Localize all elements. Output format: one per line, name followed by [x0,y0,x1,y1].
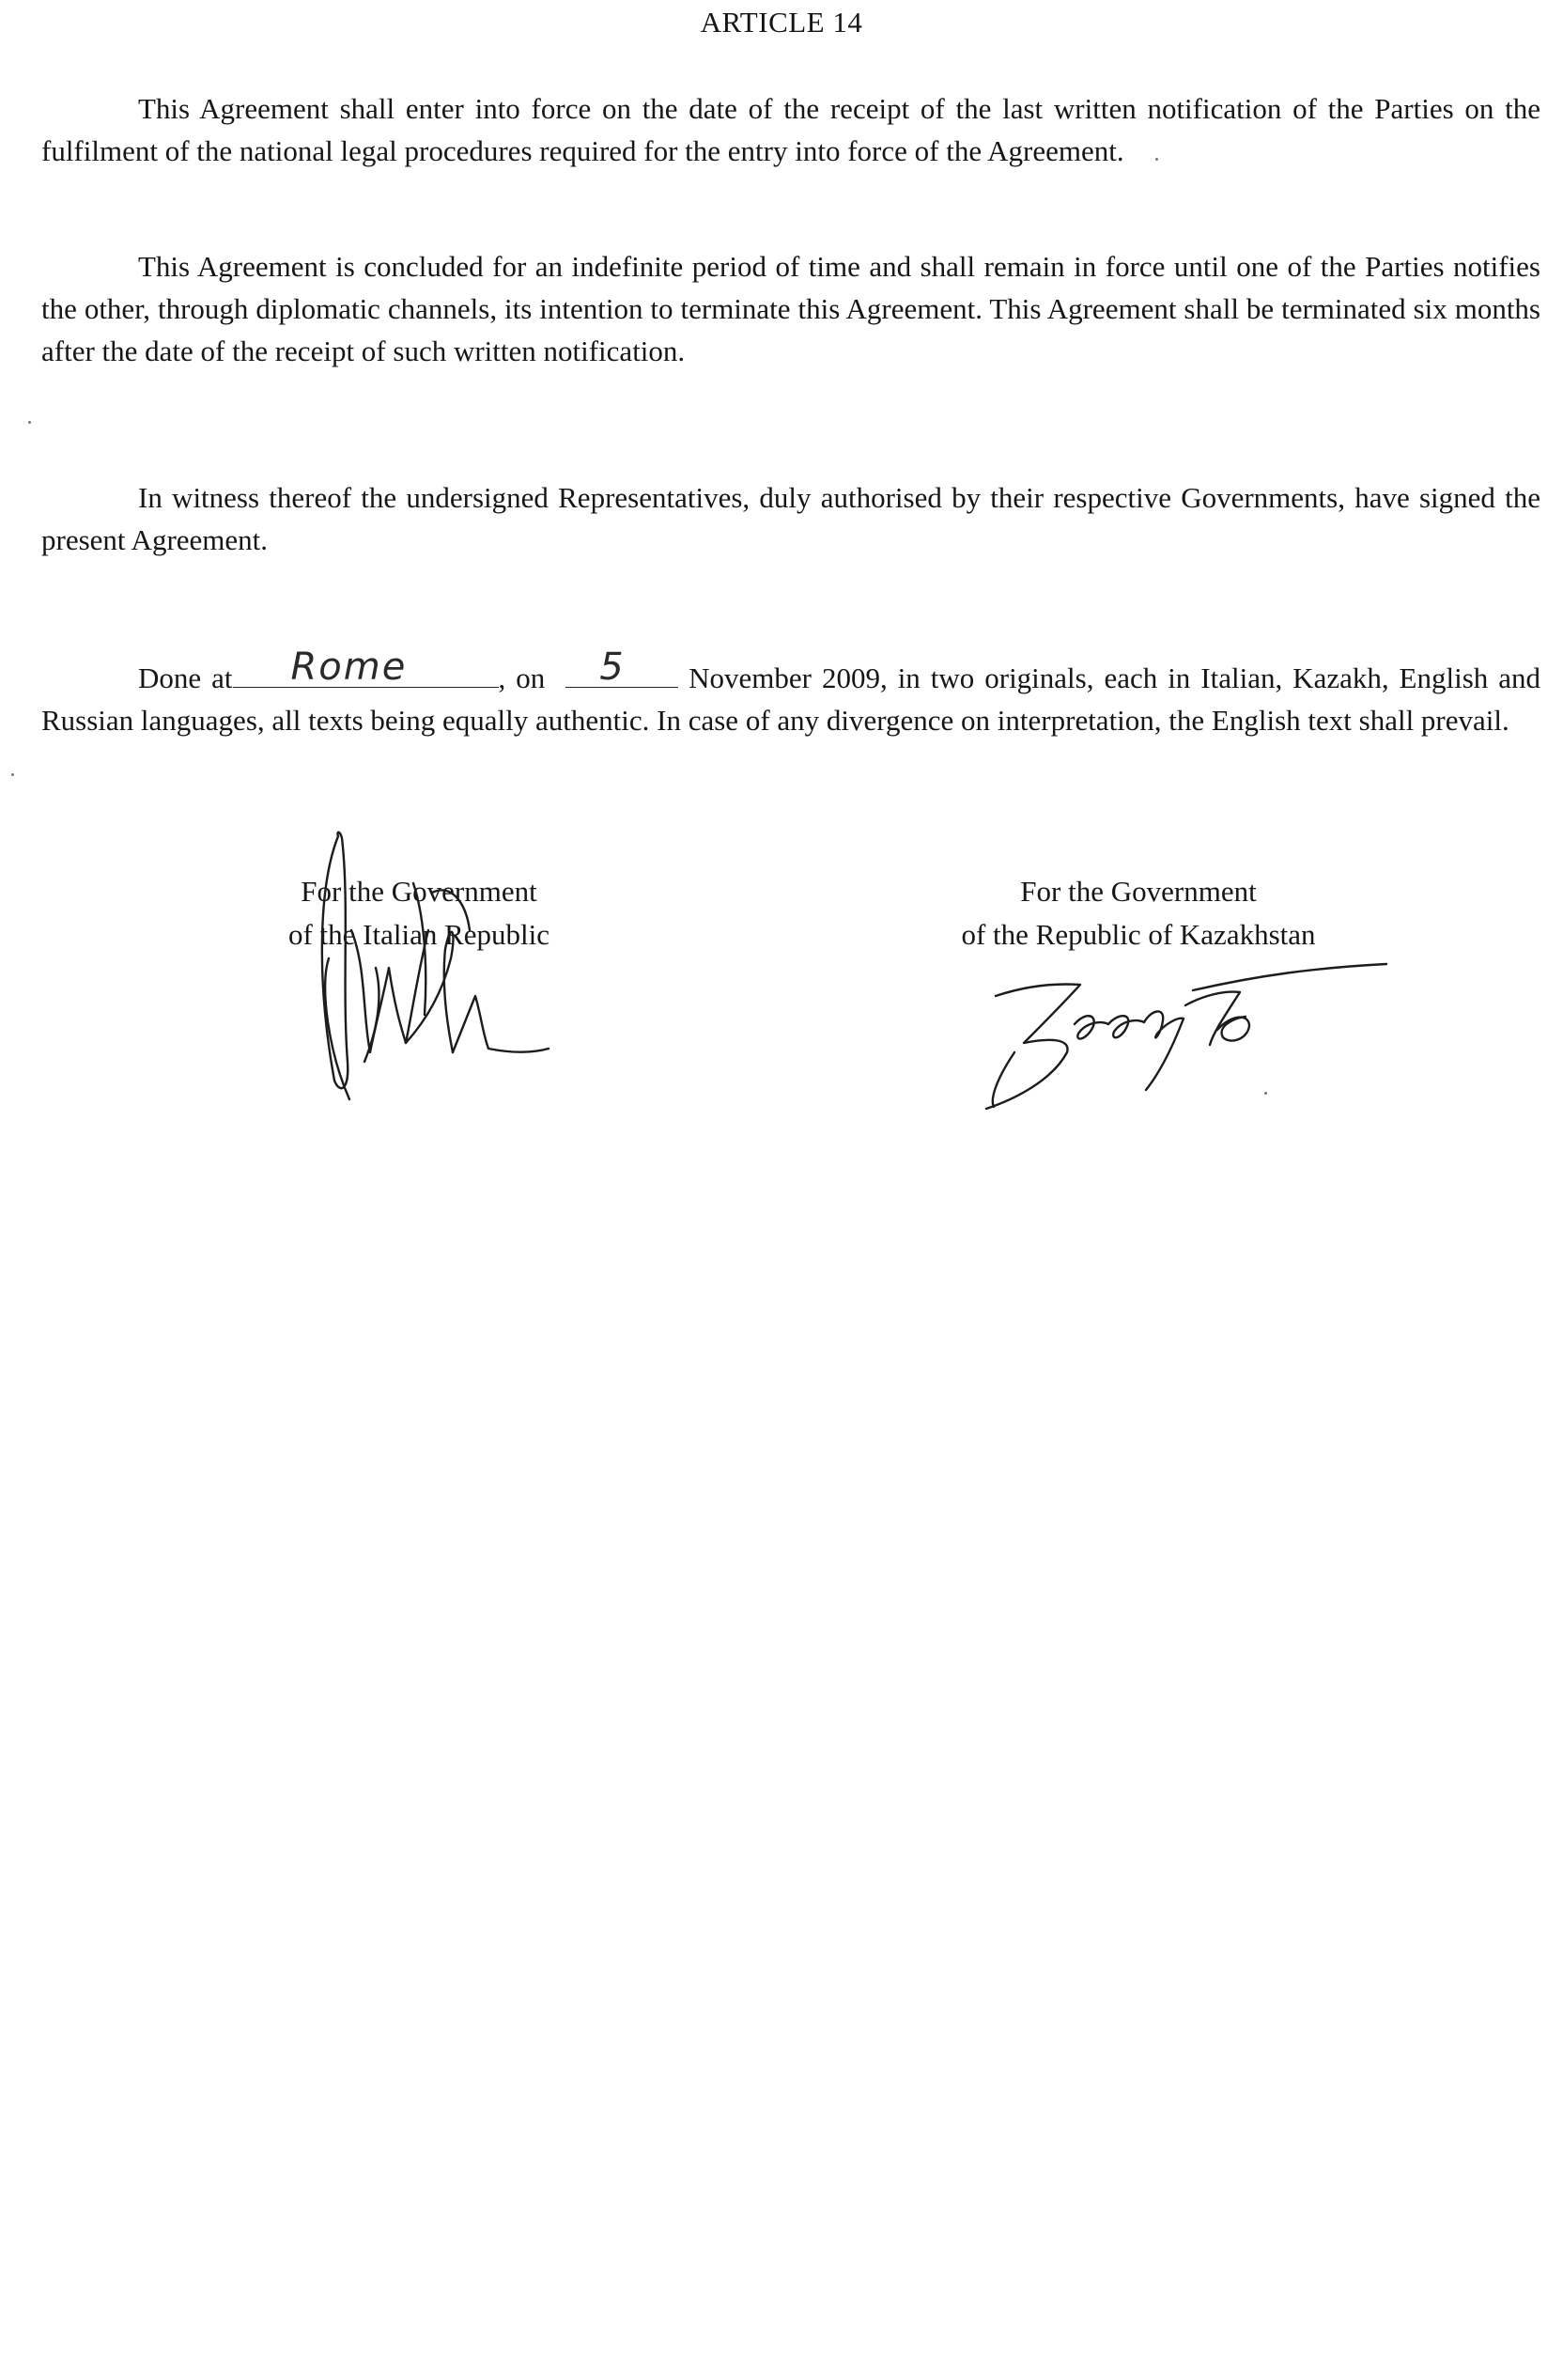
paragraph-done-clause [41,646,1541,741]
done-clause-rest: November 2009, in two originals, each in Italian, Kazakh, English and Russian languages, all texts being equally authentic. In case of any divergence on interpretation, the English text shall prevail. [41,661,1541,737]
place-blank [233,646,499,689]
scan-speck [28,421,31,424]
signatory-italy-line2: of the Italian Republic [287,918,550,951]
handwritten-place: Rome [290,646,408,689]
paragraph-duration-termination: This Agreement is concluded for an indefinite period of time and shall remain in force until one of the Parties notifies the other, through diplomatic channels, its intention to terminate this Agreement. This Agreement shall be terminated six months after the date of the receipt of such written notification. [41,250,1540,367]
day-blank [565,646,678,689]
paragraph-entry-into-force: This Agreement shall enter into force on the date of the receipt of the last written notification of the Parties on the fulfilment of the national legal procedures required for the entry into force of the Agreement. [41,92,1540,167]
scan-speck [1155,158,1158,161]
signatory-kazakhstan-line1: For the Government [1020,875,1257,908]
signature-italy [282,827,564,1109]
article-heading: ARTICLE 14 [700,6,863,39]
handwritten-day: 5 [599,646,626,689]
signatory-italy-line1: For the Government [301,875,537,908]
signatory-kazakhstan-line2: of the Republic of Kazakhstan [961,918,1316,951]
scan-speck [11,773,14,776]
scan-speck [1264,1092,1267,1095]
on-label: , on [498,661,546,694]
signature-kazakhstan [977,958,1390,1128]
signatory-block-kazakhstan [857,870,1420,957]
paragraph-witness: In witness thereof the undersigned Representatives, duly authorised by their respective Governments, have signed the present Agreement. [41,481,1540,556]
done-at-label: Done at [138,661,233,694]
